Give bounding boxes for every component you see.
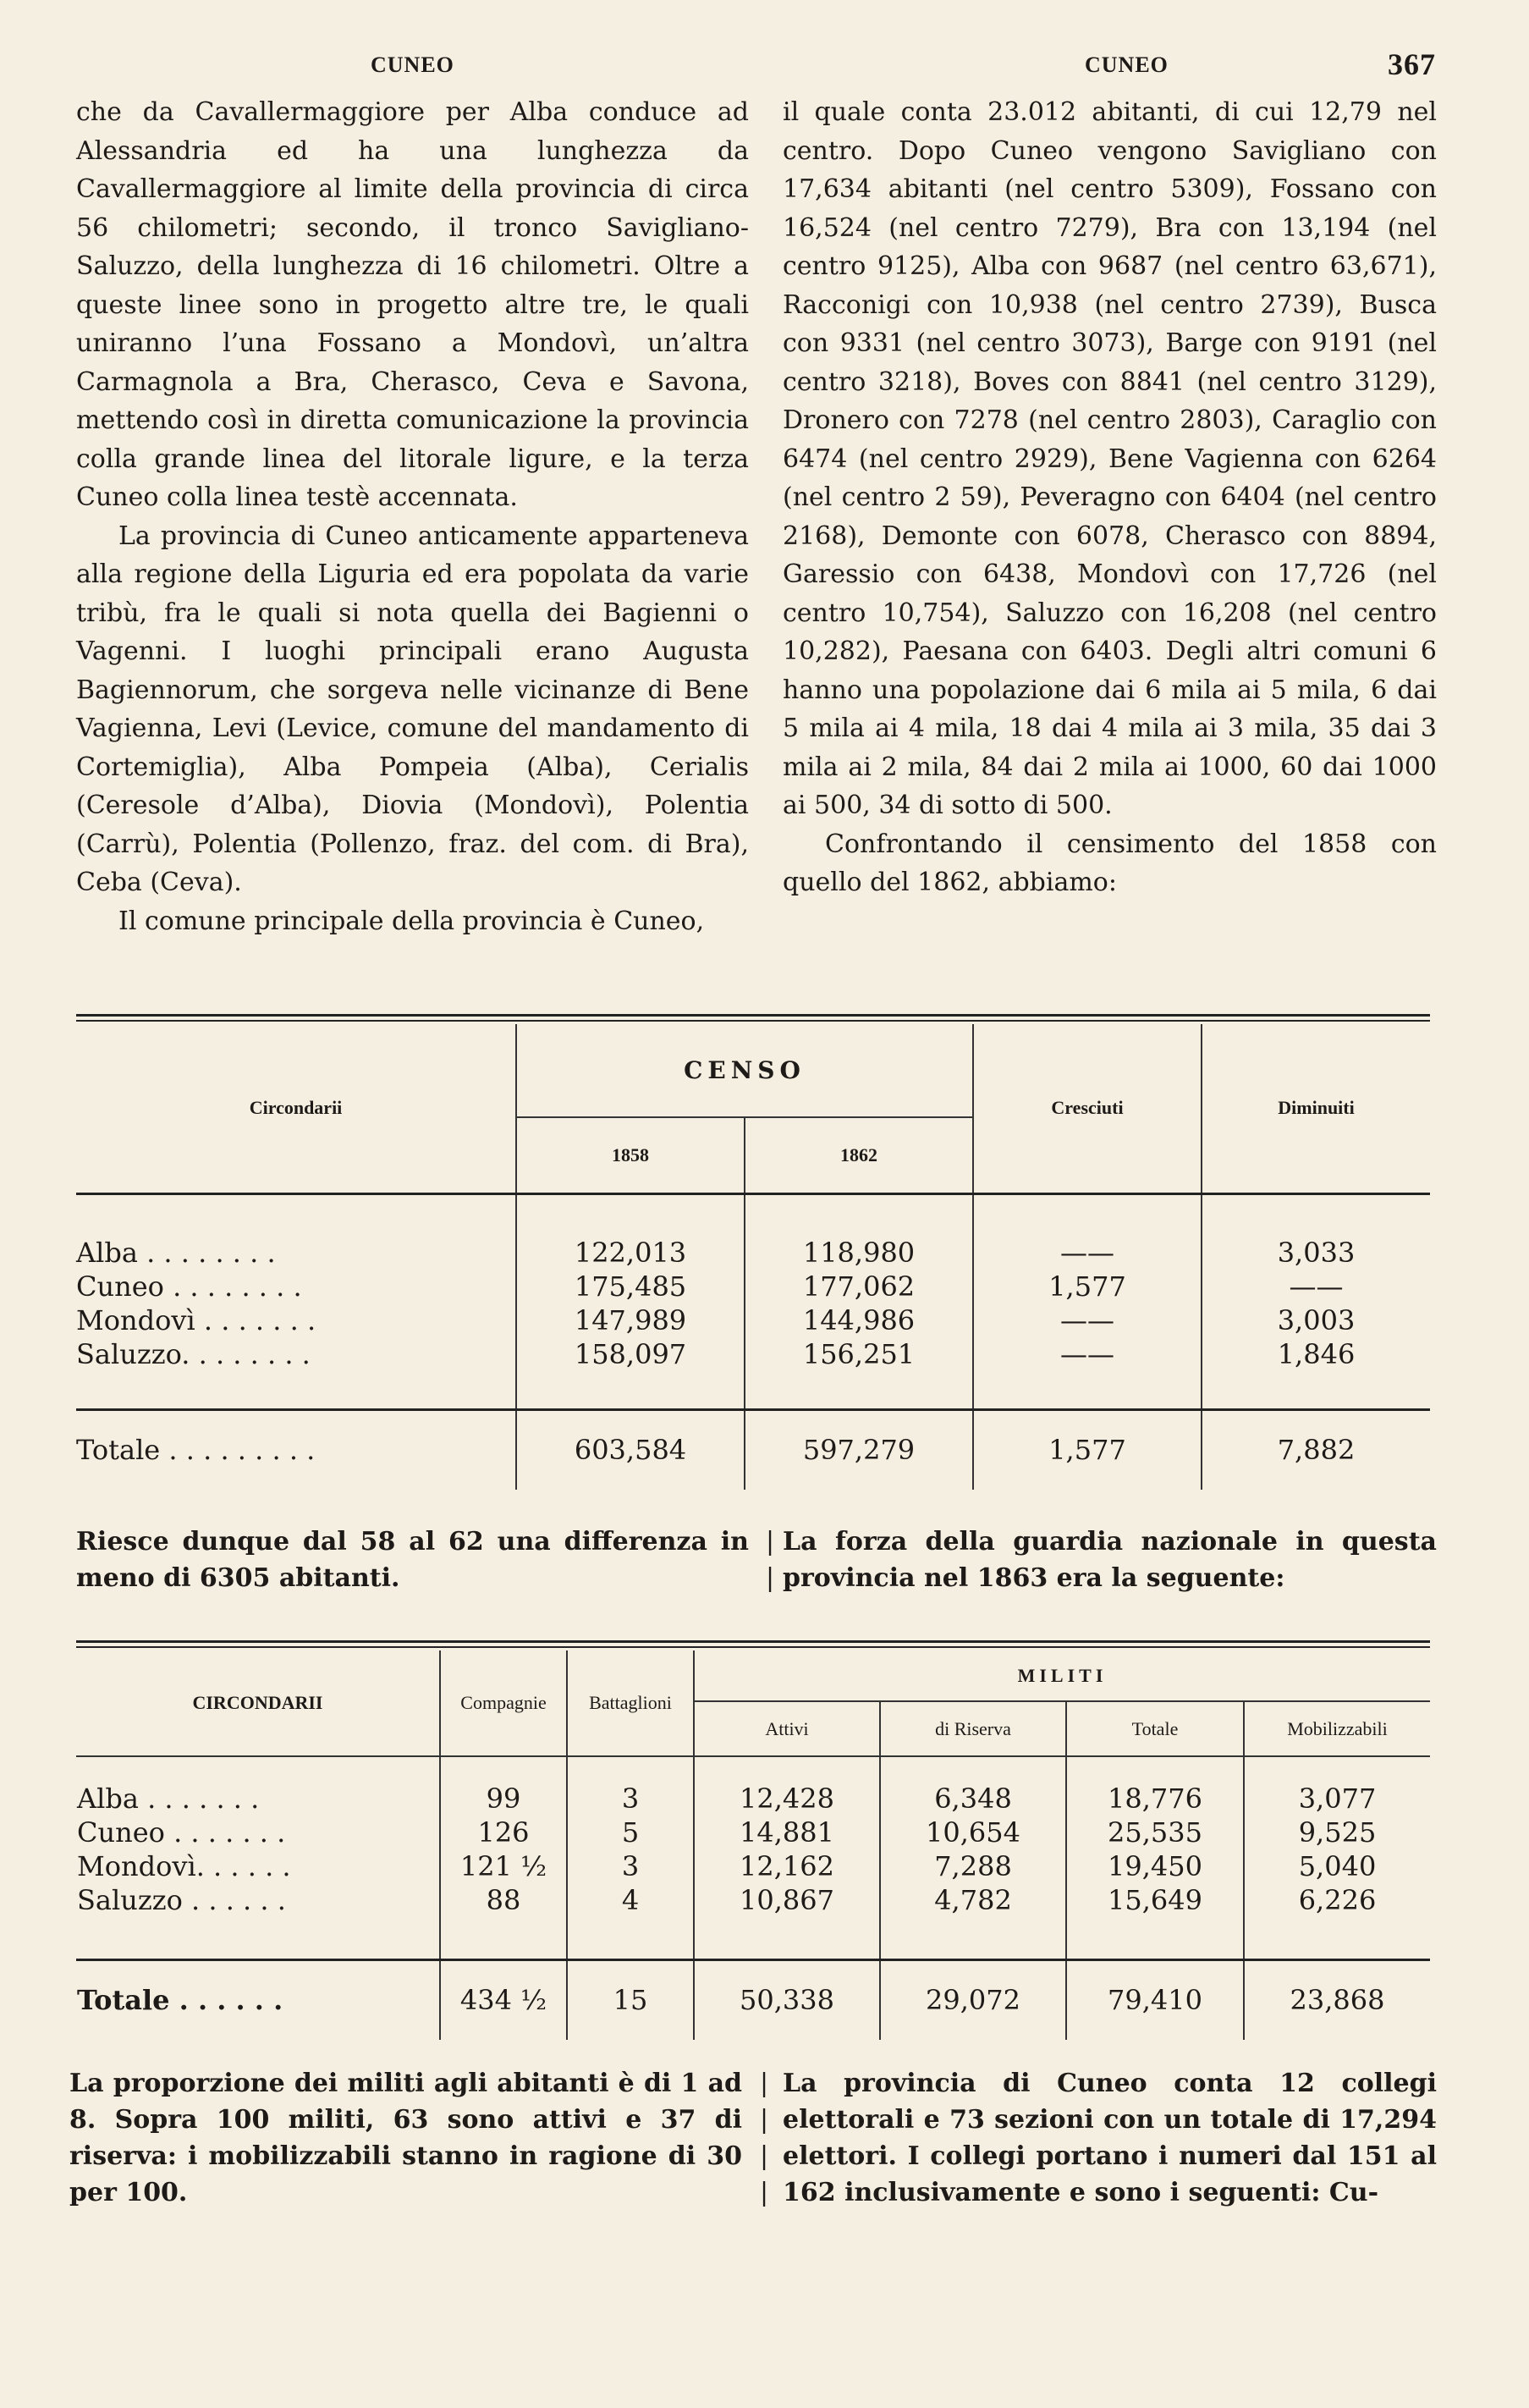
cell-1858: 158,097 xyxy=(516,1337,745,1371)
total-attivi: 50,338 xyxy=(694,1959,880,2040)
header-circondarii: Circondarii xyxy=(76,1024,516,1193)
cell-diminuiti: 3,033 xyxy=(1202,1236,1430,1270)
total-compagnie: 434 ½ xyxy=(440,1959,567,2040)
total-totale: 79,410 xyxy=(1066,1959,1244,2040)
cell-attivi: 12,162 xyxy=(694,1849,880,1883)
row-name: Mondovì . . . . . . . xyxy=(76,1304,316,1336)
table-top-rule xyxy=(76,1640,1430,1648)
cell-diminuiti: —— xyxy=(1202,1270,1430,1303)
cell-riserva: 4,782 xyxy=(880,1883,1066,1917)
header-1858: 1858 xyxy=(516,1117,745,1193)
cell-battaglioni: 4 xyxy=(567,1883,694,1917)
header-totale: Totale xyxy=(1066,1701,1244,1756)
total-mobilizzabili: 23,868 xyxy=(1244,1959,1430,2040)
total-battaglioni: 15 xyxy=(567,1959,694,2040)
table-top-rule xyxy=(76,1014,1430,1022)
row-name: Saluzzo. . . . . . . . xyxy=(76,1338,311,1370)
cell-diminuiti: 1,846 xyxy=(1202,1337,1430,1371)
right-text-column xyxy=(783,93,1437,902)
paragraph: Il comune principale della provincia è Cuneo, xyxy=(118,906,705,936)
proportion-note: La proporzione dei militi agli abitanti è di 1 ad 8. Sopra 100 militi, 63 sono attivi e 37 di riserva: i mobilizzabili stanno in ragione di 30 per 100. xyxy=(69,2069,742,2207)
header-1862: 1862 xyxy=(745,1117,973,1193)
cell-battaglioni: 3 xyxy=(567,1782,694,1816)
total-name: Totale . . . . . . . . . xyxy=(76,1434,316,1467)
cell-compagnie: 88 xyxy=(440,1883,567,1917)
column-divider: | | xyxy=(765,1527,775,1593)
cell-compagnie: 126 xyxy=(440,1816,567,1849)
column-divider: | | | | xyxy=(759,2069,769,2207)
row-name: Mondovì. . . . . . xyxy=(77,1850,291,1882)
header-riserva: di Riserva xyxy=(880,1701,1066,1756)
cell-attivi: 10,867 xyxy=(694,1883,880,1917)
row-name: Cuneo . . . . . . . xyxy=(77,1816,286,1849)
guard-intro: La forza della guardia nazionale in questa provincia nel 1863 era la seguente: xyxy=(783,1527,1437,1593)
left-text-column xyxy=(76,93,749,940)
row-name: Alba . . . . . . . xyxy=(77,1783,260,1815)
guard-table xyxy=(76,1650,1430,2040)
cell-riserva: 10,654 xyxy=(880,1816,1066,1849)
total-diminuiti: 7,882 xyxy=(1202,1409,1430,1490)
cell-totale: 19,450 xyxy=(1066,1849,1244,1883)
cell-1862: 118,980 xyxy=(745,1236,973,1270)
total-1858: 603,584 xyxy=(516,1409,745,1490)
cell-cresciuti: —— xyxy=(973,1303,1202,1337)
census-table xyxy=(76,1024,1430,1490)
running-header-left: CUNEO xyxy=(371,52,454,77)
total-1862: 597,279 xyxy=(745,1409,973,1490)
header-attivi: Attivi xyxy=(694,1701,880,1756)
cell-attivi: 12,428 xyxy=(694,1782,880,1816)
cell-cresciuti: 1,577 xyxy=(973,1270,1202,1303)
total-row xyxy=(76,1409,1430,1490)
table-row xyxy=(76,1883,1430,1917)
header-militi: MILITI xyxy=(694,1650,1430,1701)
table-row xyxy=(76,1337,1430,1371)
paragraph: il quale conta 23.012 abitanti, di cui 12,79 nel centro. Dopo Cuneo vengono Savigliano con 17,634 abitanti (nel centro 5309), Fossano con 16,524 (nel centro 7279), Bra con 13,194 (nel centro 9125), Alba con 9687 (nel centro 63,671), Racconigi con 10,938 (nel centro 2739), Busca con 9331 (nel centro 3073), Barge con 9191 (nel centro 3218), Boves con 8841 (nel centro 3129), Dronero con 7278 (nel centro 2803), Caraglio con 6474 (nel centro 2929), Bene Vagienna con 6264 (nel centro 2 59), Peveragno con 6404 (nel centro 2168), Demonte con 6078, Cherasco con 8894, Garessio con 6438, Mondovì con 17,726 (nel centro 10,754), Saluzzo con 16,208 (nel centro 10,282), Paesana con 6403. Degli altri comuni 6 hanno una popolazione dai 6 mila ai 5 mila, 6 dai 5 mila ai 4 mila, 18 dai 4 mila ai 3 mila, 35 dai 3 mila ai 2 mila, 84 dai 2 mila ai 1000, 60 dai 1000 ai 500, 34 di sotto di 500. xyxy=(783,97,1437,820)
cell-1858: 175,485 xyxy=(516,1270,745,1303)
total-riserva: 29,072 xyxy=(880,1959,1066,2040)
header-compagnie: Compagnie xyxy=(440,1650,567,1756)
paragraph: Confrontando il censimento del 1858 con quello del 1862, abbiamo: xyxy=(783,829,1437,897)
cell-battaglioni: 5 xyxy=(567,1816,694,1849)
cell-1862: 177,062 xyxy=(745,1270,973,1303)
cell-compagnie: 99 xyxy=(440,1782,567,1816)
header-battaglioni: Battaglioni xyxy=(567,1650,694,1756)
paragraph: che da Cavallermaggiore per Alba conduce ad Alessandria ed ha una lunghezza da Cavallermaggiore al limite della provincia di circa 56 chilometri; secondo, il tronco Savigliano-Saluzzo, della lunghezza di 16 chilometri. Oltre a queste linee sono in progetto altre tre, le quali uniranno l’una Fossano a Mondovì, un’altra Carmagnola a Bra, Cherasco, Ceva e Savona, mettendo così in diretta comunicazione la provincia colla grande linea del litorale ligure, e la terza Cuneo colla linea testè accennata. xyxy=(76,97,749,512)
cell-cresciuti: —— xyxy=(973,1337,1202,1371)
cell-battaglioni: 3 xyxy=(567,1849,694,1883)
cell-1862: 144,986 xyxy=(745,1303,973,1337)
row-name: Cuneo . . . . . . . . xyxy=(76,1270,302,1303)
header-cresciuti: Cresciuti xyxy=(973,1024,1202,1193)
cell-mobilizzabili: 6,226 xyxy=(1244,1883,1430,1917)
table-row xyxy=(76,1849,1430,1883)
table-row xyxy=(76,1236,1430,1270)
table-row xyxy=(76,1303,1430,1337)
colleges-note: La provincia di Cuneo conta 12 collegi elettorali e 73 sezioni con un totale di 17,294 elettori. I collegi portano i numeri dal 151 al 162 inclusivamente e sono i seguenti: Cu- xyxy=(783,2069,1437,2207)
header-circondarii: CIRCONDARII xyxy=(76,1650,440,1756)
row-name: Saluzzo . . . . . . xyxy=(77,1884,286,1916)
paragraph: La provincia di Cuneo anticamente apparteneva alla regione della Liguria ed era popolata da varie tribù, fra le quali si nota quella dei Bagienni o Vagenni. I luoghi principali erano Augusta Bagiennorum, che sorgeva nelle vicinanze di Bene Vagienna, Levi (Levice, comune del mandamento di Cortemiglia), Alba Pompeia (Alba), Cerialis (Ceresole d’Alba), Diovia (Mondovì), Polentia (Carrù), Polentia (Pollenzo, fraz. del com. di Bra), Ceba (Ceva). xyxy=(76,521,749,897)
table-row xyxy=(76,1270,1430,1303)
cell-1858: 147,989 xyxy=(516,1303,745,1337)
header-censo: CENSO xyxy=(516,1024,973,1117)
cell-totale: 18,776 xyxy=(1066,1782,1244,1816)
total-row xyxy=(76,1959,1430,2040)
cell-mobilizzabili: 5,040 xyxy=(1244,1849,1430,1883)
cell-mobilizzabili: 9,525 xyxy=(1244,1816,1430,1849)
cell-1858: 122,013 xyxy=(516,1236,745,1270)
cell-riserva: 7,288 xyxy=(880,1849,1066,1883)
running-header-right: CUNEO xyxy=(1085,52,1169,77)
cell-1862: 156,251 xyxy=(745,1337,973,1371)
cell-cresciuti: —— xyxy=(973,1236,1202,1270)
cell-mobilizzabili: 3,077 xyxy=(1244,1782,1430,1816)
header-diminuiti: Diminuiti xyxy=(1202,1024,1430,1193)
page-number: 367 xyxy=(1388,47,1436,81)
cell-compagnie: 121 ½ xyxy=(440,1849,567,1883)
cell-totale: 15,649 xyxy=(1066,1883,1244,1917)
row-name: Alba . . . . . . . . xyxy=(76,1237,276,1269)
cell-riserva: 6,348 xyxy=(880,1782,1066,1816)
difference-note: Riesce dunque dal 58 al 62 una differenza in meno di 6305 abitanti. xyxy=(76,1527,749,1593)
table-row xyxy=(76,1782,1430,1816)
cell-attivi: 14,881 xyxy=(694,1816,880,1849)
total-cresciuti: 1,577 xyxy=(973,1409,1202,1490)
table-row xyxy=(76,1816,1430,1849)
cell-totale: 25,535 xyxy=(1066,1816,1244,1849)
total-name: Totale . . . . . . xyxy=(77,1984,283,2017)
cell-diminuiti: 3,003 xyxy=(1202,1303,1430,1337)
header-mobilizzabili: Mobilizzabili xyxy=(1244,1701,1430,1756)
